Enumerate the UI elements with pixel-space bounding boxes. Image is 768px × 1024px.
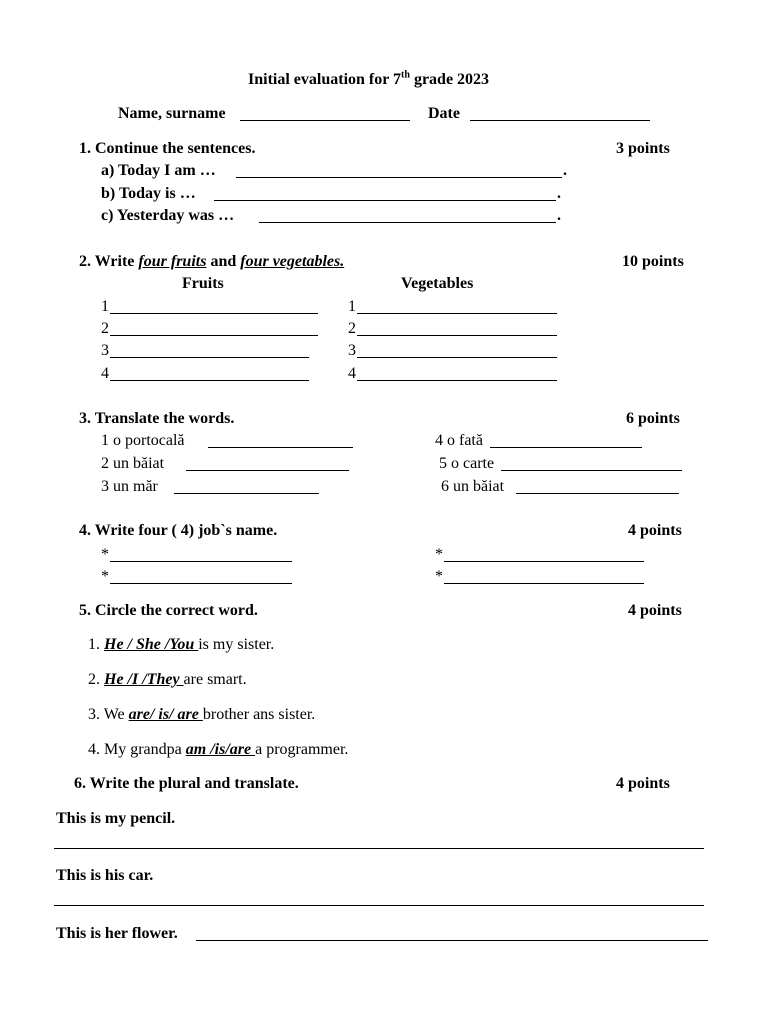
vegetable-number: 3 [348,342,356,359]
s1-answer-a[interactable] [236,177,562,178]
fruit-answer-3[interactable] [110,357,309,358]
vegetable-number: 2 [348,320,356,337]
fruits-header: Fruits [182,275,224,292]
circle-item-4: 4. My grandpa am /is/are a programmer. [88,741,349,758]
page-title: Initial evaluation for 7th grade 2023 [248,69,490,88]
s1-item-c: c) Yesterday was … [101,207,235,224]
vegetable-answer-3[interactable] [357,357,557,358]
sentence-3-answer[interactable] [196,940,708,941]
translate-answer-5[interactable] [501,470,682,471]
section-6-heading: 6. Write the plural and translate. [74,775,299,792]
translate-answer-4[interactable] [490,447,642,448]
section-3-heading: 3. Translate the words. [79,410,235,427]
translate-word-6: 6 un băiat [441,478,505,495]
bullet-star: * [435,546,443,563]
job-answer-3[interactable] [444,561,644,562]
job-answer-2[interactable] [110,583,292,584]
translate-word-4: 4 o fată [435,432,483,449]
vegetable-number: 1 [348,298,356,315]
translate-word-5: 5 o carte [439,455,495,472]
period: . [563,162,567,179]
bullet-star: * [101,568,109,585]
vegetable-answer-4[interactable] [357,380,557,381]
vegetables-header: Vegetables [401,275,474,292]
s1-answer-c[interactable] [259,222,556,223]
job-answer-4[interactable] [444,583,644,584]
date-field[interactable] [470,120,650,121]
circle-options-2[interactable]: He /I /They [104,671,184,688]
name-label: Name, surname [118,105,226,122]
translate-answer-1[interactable] [208,447,353,448]
vegetable-number: 4 [348,365,356,382]
sentence-2: This is his car. [56,867,154,884]
fruit-answer-1[interactable] [110,313,318,314]
section-6-points: 4 points [616,775,670,792]
vegetable-answer-2[interactable] [357,335,557,336]
sentence-1-answer[interactable] [54,848,704,849]
sentence-3: This is her flower. [56,925,178,942]
section-4-points: 4 points [628,522,682,539]
date-label: Date [428,105,460,122]
section-2-points: 10 points [622,253,684,270]
fruit-answer-4[interactable] [110,380,309,381]
translate-answer-6[interactable] [516,493,679,494]
section-2-heading: 2. Write four fruits and four vegetables. [79,253,345,270]
s1-answer-b[interactable] [214,200,556,201]
fruit-answer-2[interactable] [110,335,318,336]
sentence-1: This is my pencil. [56,810,176,827]
name-field[interactable] [240,120,410,121]
translate-answer-3[interactable] [174,493,319,494]
circle-item-2: 2. He /I /They are smart. [88,671,247,688]
fruit-number: 3 [101,342,109,359]
s1-item-b: b) Today is … [101,185,196,202]
fruit-number: 1 [101,298,109,315]
s1-item-a: a) Today I am … [101,162,216,179]
section-5-points: 4 points [628,602,682,619]
period: . [557,207,561,224]
section-5-heading: 5. Circle the correct word. [79,602,258,619]
job-answer-1[interactable] [110,561,292,562]
circle-options-4[interactable]: am /is/are [185,741,256,758]
section-4-heading: 4. Write four ( 4) job`s name. [79,522,278,539]
circle-item-3: 3. We are/ is/ are brother ans sister. [88,706,316,723]
bullet-star: * [435,568,443,585]
section-3-points: 6 points [626,410,680,427]
translate-word-1: 1 o portocală [101,432,185,449]
circle-options-3[interactable]: are/ is/ are [128,706,203,723]
circle-item-1: 1. He / She /You is my sister. [88,636,275,653]
translate-answer-2[interactable] [186,470,349,471]
section-1-heading: 1. Continue the sentences. [79,140,256,157]
vegetable-answer-1[interactable] [357,313,557,314]
fruit-number: 4 [101,365,109,382]
translate-word-3: 3 un măr [101,478,158,495]
section-1-points: 3 points [616,140,670,157]
fruit-number: 2 [101,320,109,337]
circle-options-1[interactable]: He / She /You [104,636,199,653]
translate-word-2: 2 un băiat [101,455,165,472]
sentence-2-answer[interactable] [54,905,704,906]
period: . [557,185,561,202]
bullet-star: * [101,546,109,563]
